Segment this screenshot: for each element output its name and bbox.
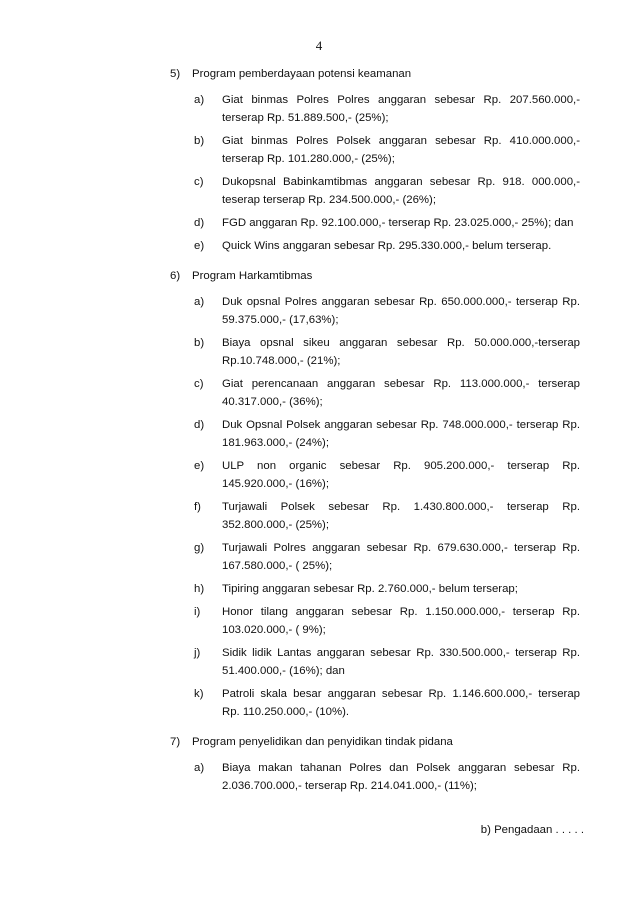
item-list	[194, 91, 580, 255]
item-text: Biaya opsnal sikeu anggaran sebesar Rp. 50.000.000,-terserap Rp.10.748.000,- (21%);	[222, 337, 580, 367]
item-letter: f)	[194, 501, 201, 513]
item-letter: a)	[194, 762, 205, 774]
section-5	[170, 65, 580, 255]
section-heading	[170, 65, 580, 83]
item-letter: i)	[194, 606, 201, 618]
item-text: Turjawali Polres anggaran sebesar Rp. 679.630.000,- terserap Rp. 167.580.000,- ( 25%);	[222, 542, 580, 572]
section-6	[170, 267, 580, 721]
item-text: Giat binmas Polres Polres anggaran sebesar Rp. 207.560.000,- terserap Rp. 51.889.500,- (25%);	[222, 94, 580, 124]
item-letter: a)	[194, 296, 205, 308]
item-letter: c)	[194, 378, 204, 390]
item-letter: b)	[194, 135, 205, 147]
item-text: Dukopsnal Babinkamtibmas anggaran sebesar Rp. 918. 000.000,- teserap terserap Rp. 234.500.000,- (26%);	[222, 176, 580, 206]
list-item	[194, 685, 580, 721]
item-text: Giat perencanaan anggaran sebesar Rp. 113.000.000,- terserap 40.317.000,- (36%);	[222, 378, 580, 408]
list-item	[194, 580, 580, 598]
item-text: Tipiring anggaran sebesar Rp. 2.760.000,- belum terserap;	[222, 583, 518, 595]
list-item	[194, 173, 580, 209]
item-letter: c)	[194, 176, 204, 188]
page-number: 4	[315, 38, 323, 53]
list-item	[194, 416, 580, 452]
list-item	[194, 603, 580, 639]
item-text: FGD anggaran Rp. 92.100.000,- terserap Rp. 23.025.000,- 25%); dan	[222, 217, 574, 229]
section-heading	[170, 267, 580, 285]
item-text: Sidik lidik Lantas anggaran sebesar Rp. 330.500.000,- terserap Rp. 51.400.000,- (16%); dan	[222, 647, 580, 677]
item-letter: d)	[194, 419, 205, 431]
item-text: ULP non organic sebesar Rp. 905.200.000,- terserap Rp. 145.920.000,- (16%);	[222, 460, 580, 490]
item-text: Biaya makan tahanan Polres dan Polsek anggaran sebesar Rp. 2.036.700.000,- terserap Rp. 214.041.000,- (11%);	[222, 762, 580, 792]
list-item	[194, 132, 580, 168]
list-item	[194, 759, 580, 795]
section-heading	[170, 733, 580, 751]
item-text: Duk Opsnal Polsek anggaran sebesar Rp. 748.000.000,- terserap Rp. 181.963.000,- (24%);	[222, 419, 580, 449]
list-item	[194, 498, 580, 534]
item-list	[194, 759, 580, 795]
item-text: Giat binmas Polres Polsek anggaran sebesar Rp. 410.000.000,- terserap Rp. 101.280.000,- (25%);	[222, 135, 580, 165]
section-title: Program Harkamtibmas	[192, 270, 313, 282]
list-item	[194, 539, 580, 575]
list-item	[194, 237, 580, 255]
section-7	[170, 733, 580, 795]
section-number: 5)	[170, 68, 181, 80]
item-text: Patroli skala besar anggaran sebesar Rp. 1.146.600.000,- terserap Rp. 110.250.000,- (10%).	[222, 688, 580, 718]
item-letter: d)	[194, 217, 205, 229]
item-letter: g)	[194, 542, 205, 554]
continuation-footer: b) Pengadaan . . . . .	[480, 824, 584, 836]
item-text: Duk opsnal Polres anggaran sebesar Rp. 650.000.000,- terserap Rp. 59.375.000,- (17,63%);	[222, 296, 580, 326]
list-item	[194, 334, 580, 370]
item-text: Honor tilang anggaran sebesar Rp. 1.150.000.000,- terserap Rp. 103.020.000,- ( 9%);	[222, 606, 580, 636]
item-letter: e)	[194, 460, 205, 472]
item-text: Turjawali Polsek sebesar Rp. 1.430.800.000,- terserap Rp. 352.800.000,- (25%);	[222, 501, 580, 531]
item-letter: e)	[194, 240, 205, 252]
section-title: Program pemberdayaan potensi keamanan	[192, 68, 412, 80]
item-letter: j)	[194, 647, 201, 659]
list-item	[194, 293, 580, 329]
document-body	[170, 65, 580, 807]
list-item	[194, 375, 580, 411]
list-item	[194, 214, 580, 232]
item-letter: a)	[194, 94, 205, 106]
item-letter: k)	[194, 688, 204, 700]
section-title: Program penyelidikan dan penyidikan tindak pidana	[192, 736, 453, 748]
item-text: Quick Wins anggaran sebesar Rp. 295.330.000,- belum terserap.	[222, 240, 552, 252]
section-number: 7)	[170, 736, 181, 748]
item-list	[194, 293, 580, 721]
section-number: 6)	[170, 270, 181, 282]
list-item	[194, 91, 580, 127]
item-letter: b)	[194, 337, 205, 349]
list-item	[194, 644, 580, 680]
list-item	[194, 457, 580, 493]
item-letter: h)	[194, 583, 205, 595]
